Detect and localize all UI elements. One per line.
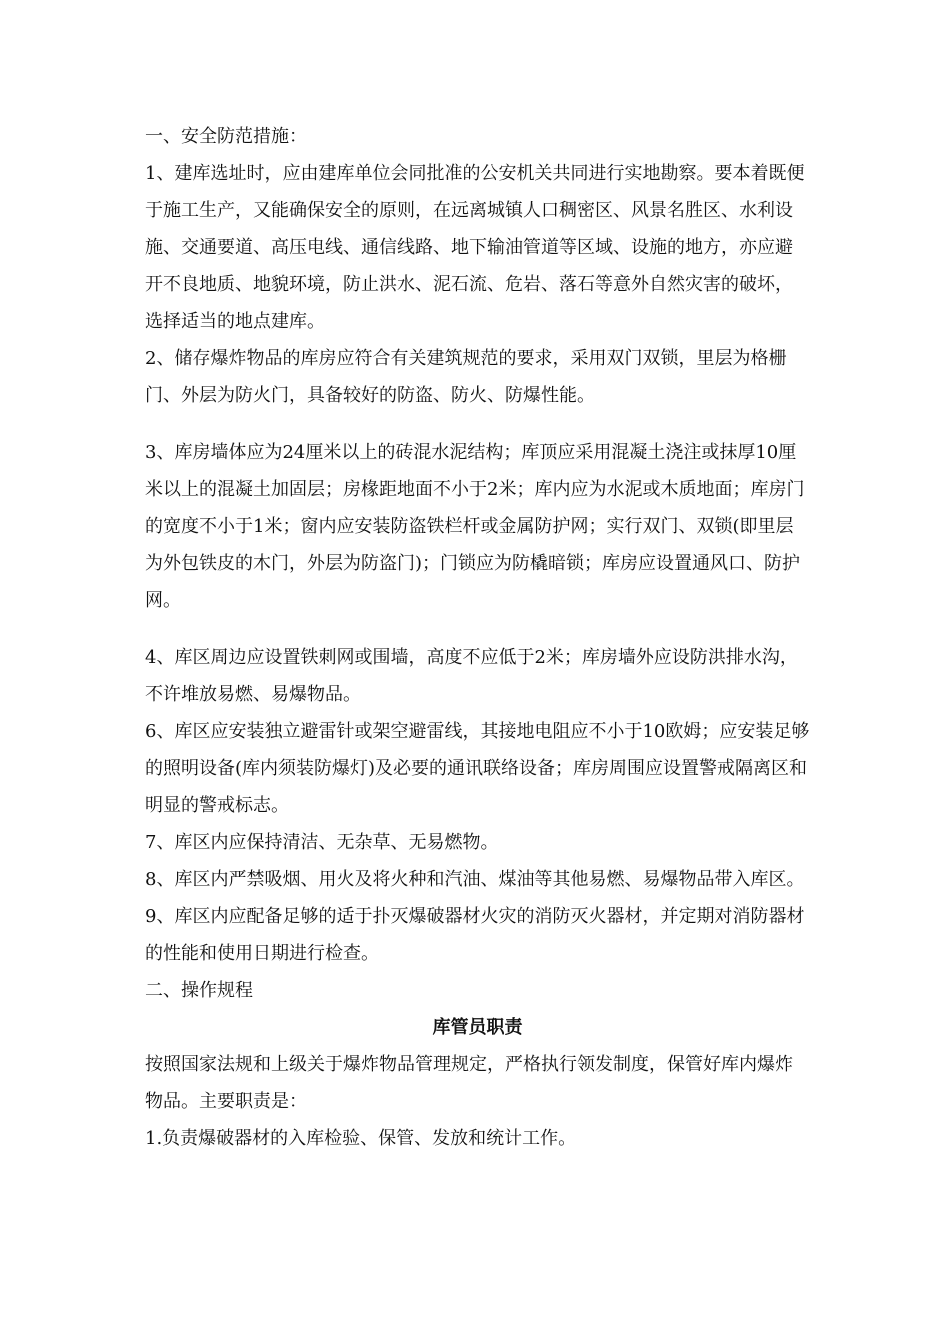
paragraph-intro: 按照国家法规和上级关于爆炸物品管理规定，严格执行领发制度，保管好库内爆炸物品。主要职责是： — [145, 1054, 793, 1112]
paragraph-spacer — [145, 414, 810, 434]
section-heading-procedures: 二、操作规程 — [145, 980, 253, 1001]
section-heading-safety: 一、安全防范措施： — [145, 126, 307, 147]
document-title: 库管员职责 — [432, 1017, 523, 1038]
paragraph-spacer — [145, 619, 810, 639]
paragraph-item-3: 3、库房墙体应为24厘米以上的砖混水泥结构；库顶应采用混凝土浇注或抹厚10厘米以上的混凝土加固层；房椽距地面不小于2米；库内应为水泥或木质地面；库房门的宽度不小于1米；窗内应安装防盗铁栏杆或金属防护网；实行双门、双锁(即里层为外包铁皮的木门，外层为防盗门)；门锁应为防橇暗锁；库房应设置通风口、防护网。 — [145, 442, 805, 611]
paragraph-item-7: 7、库区内应保持清洁、无杂草、无易燃物。 — [145, 832, 499, 853]
paragraph-item-4: 4、库区周边应设置铁刺网或围墙，高度不应低于2米；库房墙外应设防洪排水沟，不许堆放易燃、易爆物品。 — [145, 647, 798, 705]
paragraph-item-1: 1、建库选址时，应由建库单位会同批准的公安机关共同进行实地勘察。要本着既便于施工生产，又能确保安全的原则，在远离城镇人口稠密区、风景名胜区、水利设施、交通要道、高压电线、通信线路、地下输油管道等区域、设施的地方，亦应避开不良地质、地貌环境，防止洪水、泥石流、危岩、落石等意外自然灾害的破坏，选择适当的地点建库。 — [145, 163, 805, 332]
paragraph-item-2: 2、储存爆炸物品的库房应符合有关建筑规范的要求，采用双门双锁，里层为格栅门、外层为防火门，具备较好的防盗、防火、防爆性能。 — [145, 348, 787, 406]
paragraph-item-6: 6、库区应安装独立避雷针或架空避雷线，其接地电阻应不小于10欧姆；应安装足够的照明设备(库内须装防爆灯)及必要的通讯联络设备；库房周围应设置警戒隔离区和明显的警戒标志。 — [145, 721, 810, 816]
paragraph-duty-1: 1.负责爆破器材的入库检验、保管、发放和统计工作。 — [145, 1128, 577, 1149]
paragraph-item-9: 9、库区内应配备足够的适于扑灭爆破器材火灾的消防灭火器材，并定期对消防器材的性能和使用日期进行检查。 — [145, 906, 805, 964]
document-body — [145, 118, 810, 1157]
paragraph-item-8: 8、库区内严禁吸烟、用火及将火种和汽油、煤油等其他易燃、易爆物品带入库区。 — [145, 869, 805, 890]
